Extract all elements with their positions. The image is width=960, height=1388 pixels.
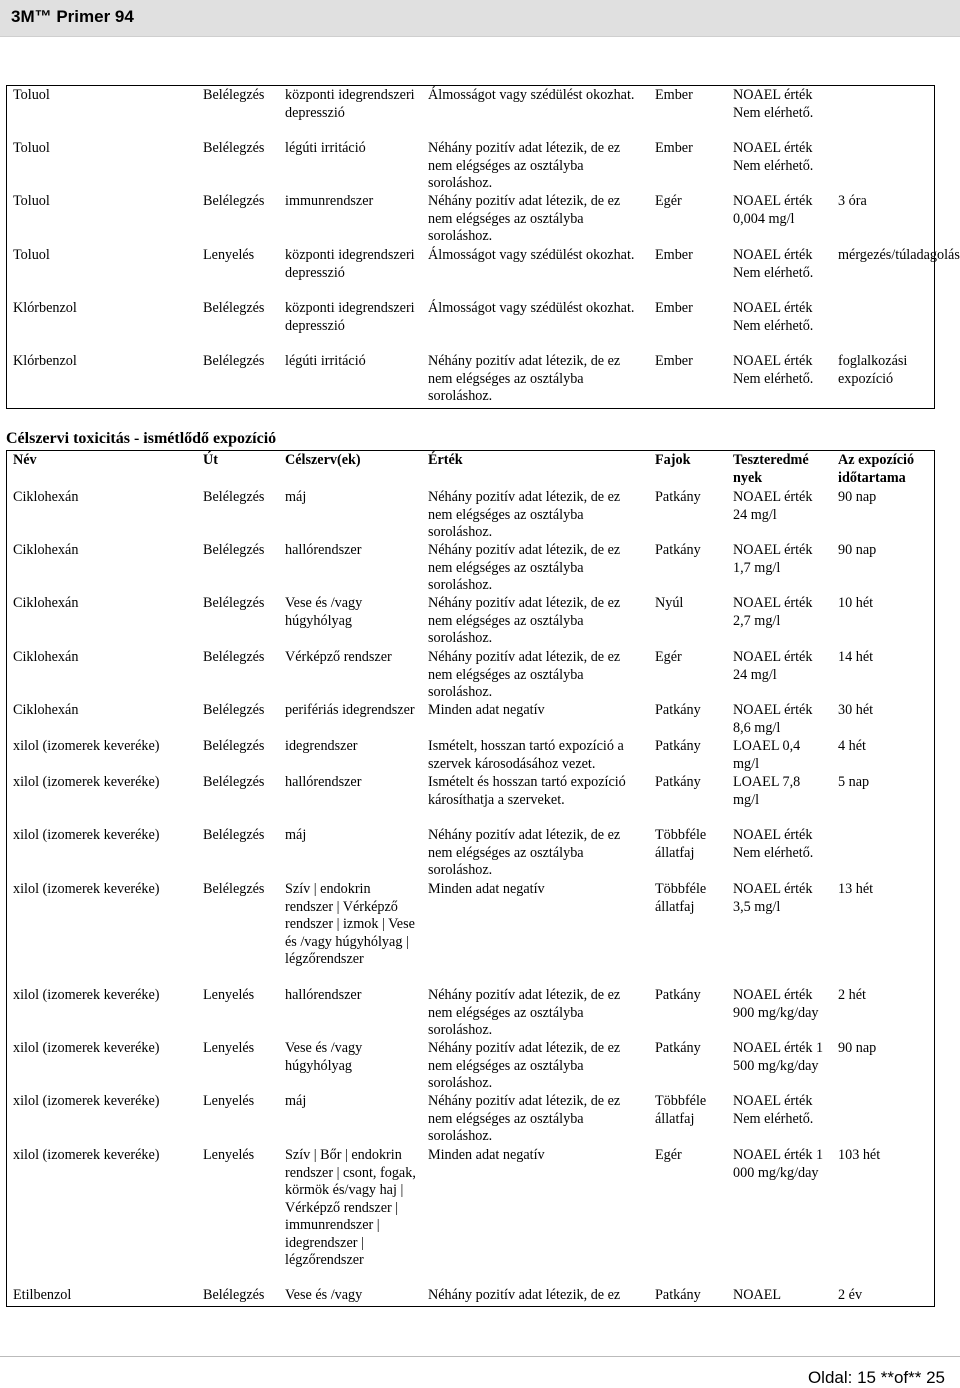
section-title: Célszervi toxicitás - ismétlődő expozíció [6, 430, 277, 447]
table2-cell-value: Néhány pozitív adat létezik, de ez nem elégséges az osztályba soroláshoz. [428, 595, 621, 646]
table1-cell-result: NOAEL érték Nem elérhető. [733, 87, 814, 121]
table2-cell-organ: perifériás idegrendszer [285, 702, 415, 718]
footer-rule [0, 1356, 960, 1357]
table2-cell-result: NOAEL [733, 1287, 782, 1303]
table2-cell-organ: hallórendszer [285, 987, 362, 1003]
table2-cell-value: Néhány pozitív adat létezik, de ez nem elégséges az osztályba soroláshoz. [428, 987, 621, 1038]
table1-cell-route: Belélegzés [203, 300, 265, 316]
table2-header-organ: Célszerv(ek) [285, 452, 361, 468]
table2-cell-value: Néhány pozitív adat létezik, de ez nem elégséges az osztályba soroláshoz. [428, 542, 621, 593]
table2-cell-organ: Szív | endokrin rendszer | Vérképző rendszer | izmok | Vese és /vagy húgyhólyag | légzőrendszer [285, 881, 415, 967]
table2-cell-name: Ciklohexán [13, 542, 79, 558]
table2-cell-duration: 90 nap [838, 1040, 877, 1056]
table1-cell-duration: foglalkozási expozíció [838, 353, 908, 387]
table2-cell-name: xilol (izomerek keveréke) [13, 827, 160, 843]
table2-cell-organ: Vese és /vagy húgyhólyag [285, 1040, 363, 1074]
table1-cell-value: Néhány pozitív adat létezik, de ez nem elégséges az osztályba soroláshoz. [428, 140, 621, 191]
table2-cell-result: NOAEL érték Nem elérhető. [733, 827, 814, 861]
table2-cell-species: Többféle állatfaj [655, 881, 707, 915]
table2-cell-duration: 90 nap [838, 542, 877, 558]
table2-header-duration: Az expozíció időtartama [838, 452, 915, 486]
table2-cell-result: NOAEL érték 900 mg/kg/day [733, 987, 819, 1021]
table2-cell-organ: hallórendszer [285, 542, 362, 558]
table2-cell-result: LOAEL 0,4 mg/l [733, 738, 801, 772]
table1-cell-route: Belélegzés [203, 140, 265, 156]
table2-cell-name: xilol (izomerek keveréke) [13, 738, 160, 754]
table2-header-species: Fajok [655, 452, 691, 468]
table2-cell-name: xilol (izomerek keveréke) [13, 774, 160, 790]
table2-cell-route: Lenyelés [203, 1147, 255, 1163]
table1-cell-organ: légúti irritáció [285, 140, 366, 156]
table1-cell-name: Toluol [13, 193, 50, 209]
table2-cell-species: Patkány [655, 774, 701, 790]
table1-cell-species: Ember [655, 140, 693, 156]
table2-cell-result: NOAEL érték 2,7 mg/l [733, 595, 813, 629]
table2-cell-organ: máj [285, 1093, 307, 1109]
table1-cell-result: NOAEL érték Nem elérhető. [733, 300, 814, 334]
table2-cell-duration: 5 nap [838, 774, 870, 790]
table2-cell-name: Ciklohexán [13, 595, 79, 611]
table1-cell-route: Lenyelés [203, 247, 255, 263]
table2-cell-name: xilol (izomerek keveréke) [13, 1093, 160, 1109]
table2-cell-route: Belélegzés [203, 1287, 265, 1303]
table1-cell-organ: központi idegrendszeri depresszió [285, 87, 415, 121]
table2-header-result: Teszteredmé nyek [733, 452, 809, 486]
table1-cell-name: Klórbenzol [13, 353, 77, 369]
table1-cell-value: Álmosságot vagy szédülést okozhat. [428, 300, 635, 316]
table2-cell-route: Lenyelés [203, 1040, 255, 1056]
table1-cell-species: Ember [655, 353, 693, 369]
table2-cell-route: Lenyelés [203, 1093, 255, 1109]
table2-cell-duration: 10 hét [838, 595, 874, 611]
table2-cell-value: Minden adat negatív [428, 702, 545, 718]
table1-cell-duration: 3 óra [838, 193, 867, 209]
table2-cell-species: Egér [655, 1147, 682, 1163]
table2-cell-route: Belélegzés [203, 774, 265, 790]
table2-cell-name: Ciklohexán [13, 702, 79, 718]
table2-cell-organ: Vese és /vagy húgyhólyag [285, 595, 363, 629]
table2-cell-species: Patkány [655, 1040, 701, 1056]
table2-cell-route: Belélegzés [203, 649, 265, 665]
table2-cell-organ: máj [285, 489, 307, 505]
table1-cell-duration: mérgezés/túladagolás [838, 247, 960, 263]
table2-cell-species: Patkány [655, 1287, 701, 1303]
table2-cell-result: NOAEL érték 1 500 mg/kg/day [733, 1040, 824, 1074]
table2-cell-organ: idegrendszer [285, 738, 358, 754]
table2-cell-value: Néhány pozitív adat létezik, de ez nem elégséges az osztályba soroláshoz. [428, 827, 621, 878]
table1-cell-name: Klórbenzol [13, 300, 77, 316]
table1-cell-route: Belélegzés [203, 87, 265, 103]
table2-cell-result: NOAEL érték 24 mg/l [733, 489, 813, 523]
table1-cell-organ: immunrendszer [285, 193, 374, 209]
table2-header-name: Név [13, 452, 37, 468]
table2-cell-result: NOAEL érték 1,7 mg/l [733, 542, 813, 576]
table2-cell-route: Belélegzés [203, 881, 265, 897]
table2-cell-species: Többféle állatfaj [655, 1093, 707, 1127]
table2-cell-organ: Vérképző rendszer [285, 649, 392, 665]
table2-cell-value: Néhány pozitív adat létezik, de ez nem elégséges az osztályba soroláshoz. [428, 649, 621, 700]
table2-cell-duration: 4 hét [838, 738, 866, 754]
table2-cell-duration: 14 hét [838, 649, 874, 665]
table1-cell-species: Ember [655, 247, 693, 263]
table2-cell-organ: Vese és /vagy [285, 1287, 363, 1303]
table1-cell-result: NOAEL érték Nem elérhető. [733, 140, 814, 174]
table1-cell-name: Toluol [13, 140, 50, 156]
table2-cell-duration: 2 hét [838, 987, 866, 1003]
table2-cell-organ: máj [285, 827, 307, 843]
table2-header-route: Út [203, 452, 218, 468]
table2-cell-species: Patkány [655, 489, 701, 505]
table1-cell-route: Belélegzés [203, 353, 265, 369]
table2-cell-species: Patkány [655, 542, 701, 558]
table2-cell-species: Egér [655, 649, 682, 665]
table2-cell-species: Patkány [655, 702, 701, 718]
table2-cell-name: xilol (izomerek keveréke) [13, 1147, 160, 1163]
table2-cell-duration: 13 hét [838, 881, 874, 897]
table2-cell-result: NOAEL érték Nem elérhető. [733, 1093, 814, 1127]
table2-cell-name: Etilbenzol [13, 1287, 72, 1303]
table2-cell-value: Ismételt, hosszan tartó expozíció a szervek károsodásához vezet. [428, 738, 624, 772]
table2-cell-value: Minden adat negatív [428, 1147, 545, 1163]
table2-cell-name: xilol (izomerek keveréke) [13, 881, 160, 897]
table2-cell-result: NOAEL érték 8,6 mg/l [733, 702, 813, 736]
table1-cell-organ: központi idegrendszeri depresszió [285, 300, 415, 334]
table2-cell-duration: 30 hét [838, 702, 874, 718]
table2-cell-value: Minden adat negatív [428, 881, 545, 897]
table2-header-value: Érték [428, 452, 463, 468]
table2-cell-species: Nyúl [655, 595, 684, 611]
table1-cell-species: Egér [655, 193, 682, 209]
table2-cell-route: Belélegzés [203, 738, 265, 754]
table2-cell-route: Lenyelés [203, 987, 255, 1003]
table1-cell-species: Ember [655, 87, 693, 103]
table2-cell-route: Belélegzés [203, 489, 265, 505]
table1-cell-value: Néhány pozitív adat létezik, de ez nem elégséges az osztályba soroláshoz. [428, 353, 621, 404]
document-title: 3M™ Primer 94 [11, 7, 134, 26]
table2-cell-duration: 2 év [838, 1287, 863, 1303]
table1-cell-name: Toluol [13, 87, 50, 103]
table2-cell-duration: 90 nap [838, 489, 877, 505]
table2-cell-name: Ciklohexán [13, 649, 79, 665]
table1-cell-name: Toluol [13, 247, 50, 263]
table2-cell-species: Többféle állatfaj [655, 827, 707, 861]
table2-cell-route: Belélegzés [203, 542, 265, 558]
table2-cell-route: Belélegzés [203, 827, 265, 843]
table2-cell-route: Belélegzés [203, 702, 265, 718]
table1-cell-species: Ember [655, 300, 693, 316]
table2-cell-result: LOAEL 7,8 mg/l [733, 774, 801, 808]
table2-cell-organ: hallórendszer [285, 774, 362, 790]
table1-cell-value: Álmosságot vagy szédülést okozhat. [428, 247, 635, 263]
table2-cell-value: Néhány pozitív adat létezik, de ez nem elégséges az osztályba soroláshoz. [428, 489, 621, 540]
table2-cell-duration: 103 hét [838, 1147, 881, 1163]
table1-cell-result: NOAEL érték 0,004 mg/l [733, 193, 813, 227]
table2-cell-value: Néhány pozitív adat létezik, de ez [428, 1287, 621, 1303]
table2-cell-result: NOAEL érték 24 mg/l [733, 649, 813, 683]
table2-cell-value: Ismételt és hosszan tartó expozíció károsíthatja a szerveket. [428, 774, 626, 808]
table2-cell-result: NOAEL érték 1 000 mg/kg/day [733, 1147, 824, 1181]
table2-cell-species: Patkány [655, 987, 701, 1003]
table1-cell-organ: központi idegrendszeri depresszió [285, 247, 415, 281]
table2-cell-name: xilol (izomerek keveréke) [13, 987, 160, 1003]
table2-cell-value: Néhány pozitív adat létezik, de ez nem elégséges az osztályba soroláshoz. [428, 1093, 621, 1144]
table1-cell-route: Belélegzés [203, 193, 265, 209]
table1-cell-result: NOAEL érték Nem elérhető. [733, 353, 814, 387]
table1-cell-organ: légúti irritáció [285, 353, 366, 369]
table2-cell-name: xilol (izomerek keveréke) [13, 1040, 160, 1056]
page-number: Oldal: 15 **of** 25 [807, 1368, 945, 1387]
table1-cell-result: NOAEL érték Nem elérhető. [733, 247, 814, 281]
table1-cell-value: Néhány pozitív adat létezik, de ez nem elégséges az osztályba soroláshoz. [428, 193, 621, 244]
table2-cell-value: Néhány pozitív adat létezik, de ez nem elégséges az osztályba soroláshoz. [428, 1040, 621, 1091]
table2-cell-species: Patkány [655, 738, 701, 754]
table2-cell-route: Belélegzés [203, 595, 265, 611]
page-header [0, 0, 960, 37]
table1-cell-value: Álmosságot vagy szédülést okozhat. [428, 87, 635, 103]
table2-cell-result: NOAEL érték 3,5 mg/l [733, 881, 813, 915]
table2-cell-name: Ciklohexán [13, 489, 79, 505]
table2-cell-organ: Szív | Bőr | endokrin rendszer | csont, fogak, körmök és/vagy haj | Vérképző rendszer | immunrendszer | idegrendszer | légzőrendszer [285, 1147, 416, 1268]
